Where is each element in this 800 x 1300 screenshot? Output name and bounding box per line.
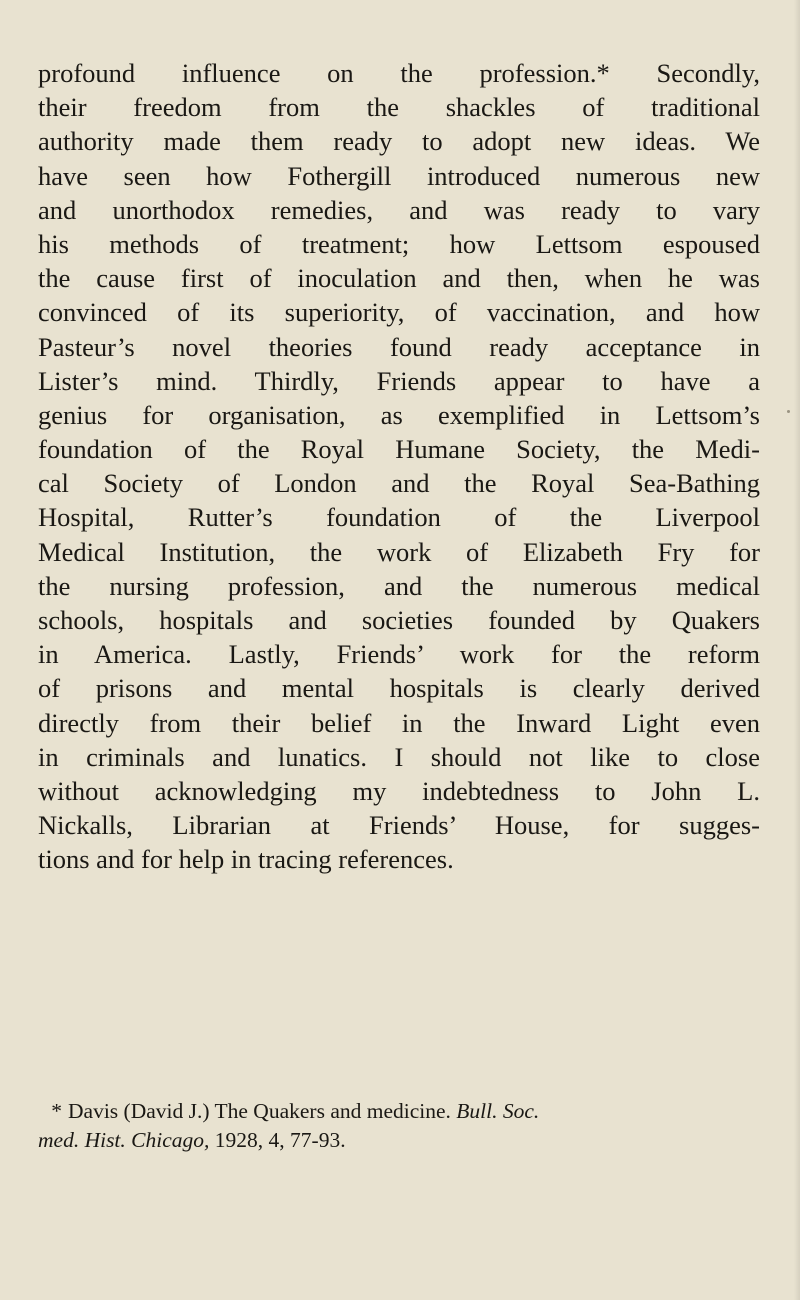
text-line: the nursing profession, and the numerous medical [38, 570, 760, 601]
text-line: schools, hospitals and societies founded by Quakers [38, 605, 760, 635]
text-line: authority made them ready to adopt new ideas. We [38, 126, 760, 157]
text-line: Pasteur’s novel theories found ready acceptance in [38, 331, 760, 362]
text-line: in America. Lastly, Friends’ work for the reform [38, 639, 760, 670]
body-text [38, 56, 760, 877]
text-line: his methods of treatment; how Lettsom espoused [38, 228, 760, 259]
footnote-citation: Davis (David J.) The Quakers and medicine. [68, 1099, 457, 1123]
footnote [38, 1097, 760, 1155]
footnote-journal: Bull. Soc. [456, 1099, 540, 1123]
text-line: profound influence on the profession.* Secondly, [38, 58, 760, 88]
text-line: foundation of the Royal Humane Society, the Medi- [38, 434, 760, 465]
text-line: their freedom from the shackles of traditional [38, 92, 760, 123]
text-line: Lister’s mind. Thirdly, Friends appear to have a [38, 365, 760, 396]
text-line-last: tions and for help in tracing references. [38, 844, 454, 875]
text-line: Nickalls, Librarian at Friends’ House, for sugges- [38, 810, 760, 841]
text-line: and unorthodox remedies, and was ready to vary [38, 194, 760, 225]
footnote-reference: 1928, 4, 77-93. [209, 1128, 346, 1152]
text-line: Medical Institution, the work of Elizabeth Fry for [38, 536, 760, 567]
text-line: have seen how Fothergill introduced numerous new [38, 160, 760, 191]
text-line: genius for organisation, as exemplified in Lettsom’s [38, 399, 760, 430]
text-line: without acknowledging my indebtedness to John L. [38, 775, 760, 806]
text-line: the cause first of inoculation and then, when he was [38, 263, 760, 294]
text-line: of prisons and mental hospitals is clearly derived [38, 673, 760, 704]
page-speck [787, 410, 790, 413]
page-edge-shadow [794, 0, 800, 1300]
footnote-marker: * [51, 1099, 62, 1123]
text-line: in criminals and lunatics. I should not like to close [38, 741, 760, 772]
text-line: Hospital, Rutter’s foundation of the Liverpool [38, 502, 760, 533]
text-line: directly from their belief in the Inward Light even [38, 707, 760, 738]
footnote-line-1 [38, 1097, 760, 1126]
text-line: convinced of its superiority, of vaccination, and how [38, 297, 760, 328]
footnote-line-2 [38, 1126, 760, 1155]
footnote-journal-cont: med. Hist. Chicago, [38, 1128, 210, 1152]
text-line: cal Society of London and the Royal Sea-Bathing [38, 468, 760, 499]
